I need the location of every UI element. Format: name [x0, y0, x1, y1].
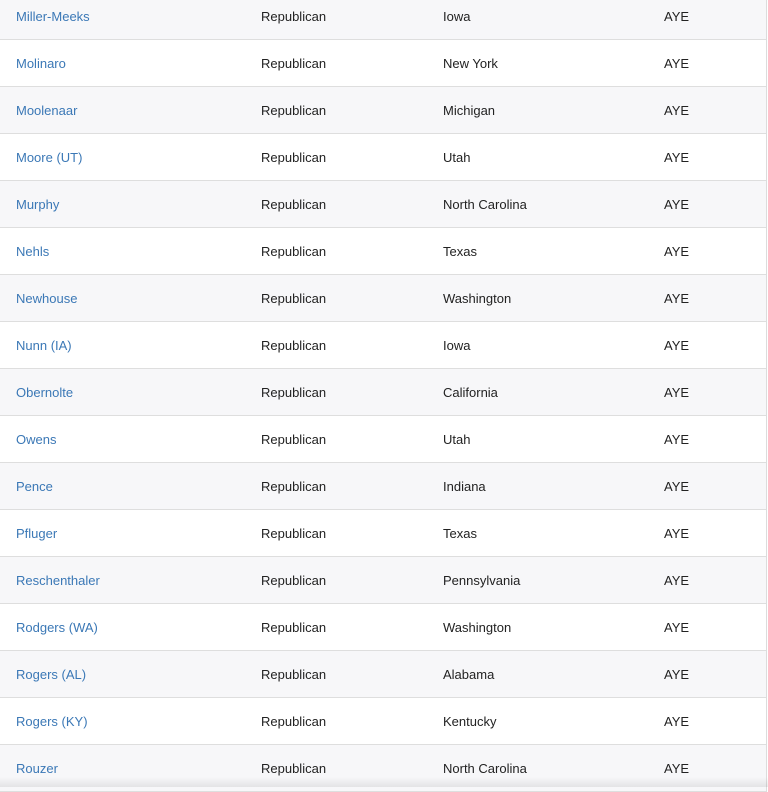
state-cell: Michigan: [443, 87, 495, 134]
state-cell: Pennsylvania: [443, 557, 520, 604]
table-row: [0, 369, 766, 416]
state-cell: Iowa: [443, 322, 470, 369]
state-cell: Texas: [443, 510, 477, 557]
vote-cell: AYE: [664, 0, 689, 40]
vote-cell: AYE: [664, 40, 689, 87]
vote-cell: AYE: [664, 604, 689, 651]
member-name-link[interactable]: Molinaro: [16, 40, 66, 87]
table-row: [0, 651, 766, 698]
party-cell: Republican: [261, 181, 326, 228]
party-cell: Republican: [261, 322, 326, 369]
table-row: [0, 510, 766, 557]
party-cell: Republican: [261, 416, 326, 463]
member-name-link[interactable]: Nehls: [16, 228, 49, 275]
state-cell: New York: [443, 40, 498, 87]
table-row: [0, 181, 766, 228]
vote-cell: AYE: [664, 651, 689, 698]
state-cell: Alabama: [443, 651, 494, 698]
table-row: [0, 416, 766, 463]
member-name-link[interactable]: Rodgers (WA): [16, 604, 98, 651]
member-name-link[interactable]: Obernolte: [16, 369, 73, 416]
member-name-link[interactable]: Moore (UT): [16, 134, 82, 181]
party-cell: Republican: [261, 228, 326, 275]
state-cell: Iowa: [443, 0, 470, 40]
party-cell: Republican: [261, 510, 326, 557]
state-cell: California: [443, 369, 498, 416]
member-name-link[interactable]: Newhouse: [16, 275, 77, 322]
vote-cell: AYE: [664, 510, 689, 557]
table-row: [0, 134, 766, 181]
party-cell: Republican: [261, 0, 326, 40]
member-name-link[interactable]: Rogers (AL): [16, 651, 86, 698]
member-name-link[interactable]: Moolenaar: [16, 87, 77, 134]
vote-cell: AYE: [664, 134, 689, 181]
table-row: [0, 698, 766, 745]
state-cell: North Carolina: [443, 181, 527, 228]
party-cell: Republican: [261, 698, 326, 745]
member-name-link[interactable]: Owens: [16, 416, 56, 463]
member-name-link[interactable]: Rogers (KY): [16, 698, 88, 745]
table-row: [0, 228, 766, 275]
state-cell: Indiana: [443, 463, 486, 510]
member-name-link[interactable]: Murphy: [16, 181, 59, 228]
vote-cell: AYE: [664, 416, 689, 463]
table-row: [0, 40, 766, 87]
state-cell: Utah: [443, 416, 470, 463]
party-cell: Republican: [261, 275, 326, 322]
table-row: [0, 557, 766, 604]
state-cell: Texas: [443, 228, 477, 275]
party-cell: Republican: [261, 557, 326, 604]
party-cell: Republican: [261, 87, 326, 134]
party-cell: Republican: [261, 745, 326, 792]
table-row: [0, 604, 766, 651]
party-cell: Republican: [261, 651, 326, 698]
member-name-link[interactable]: Rouzer: [16, 745, 58, 792]
party-cell: Republican: [261, 463, 326, 510]
vote-cell: AYE: [664, 275, 689, 322]
table-row: [0, 322, 766, 369]
vote-cell: AYE: [664, 463, 689, 510]
vote-cell: AYE: [664, 557, 689, 604]
table-row: [0, 745, 766, 792]
state-cell: Washington: [443, 275, 511, 322]
member-name-link[interactable]: Nunn (IA): [16, 322, 72, 369]
table-row: [0, 463, 766, 510]
party-cell: Republican: [261, 369, 326, 416]
member-name-link[interactable]: Miller-Meeks: [16, 0, 90, 40]
vote-cell: AYE: [664, 322, 689, 369]
vote-cell: AYE: [664, 87, 689, 134]
party-cell: Republican: [261, 604, 326, 651]
table-row: [0, 0, 766, 40]
state-cell: Utah: [443, 134, 470, 181]
state-cell: Washington: [443, 604, 511, 651]
table-row: [0, 275, 766, 322]
vote-cell: AYE: [664, 181, 689, 228]
member-name-link[interactable]: Reschenthaler: [16, 557, 100, 604]
party-cell: Republican: [261, 134, 326, 181]
member-name-link[interactable]: Pence: [16, 463, 53, 510]
member-name-link[interactable]: Pfluger: [16, 510, 57, 557]
vote-cell: AYE: [664, 698, 689, 745]
party-cell: Republican: [261, 40, 326, 87]
vote-cell: AYE: [664, 745, 689, 792]
state-cell: Kentucky: [443, 698, 496, 745]
vote-cell: AYE: [664, 369, 689, 416]
state-cell: North Carolina: [443, 745, 527, 792]
vote-cell: AYE: [664, 228, 689, 275]
table-row: [0, 87, 766, 134]
